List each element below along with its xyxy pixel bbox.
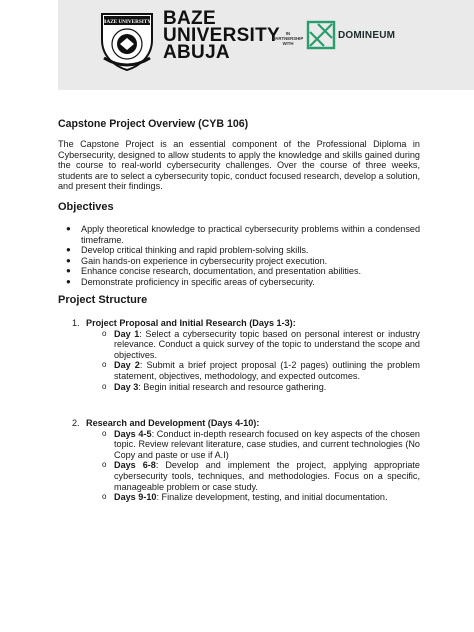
circle-bullet-icon: o <box>102 428 107 438</box>
objective-text: Develop critical thinking and rapid problem-solving skills. <box>81 245 309 256</box>
partner-name: DOMINEUM <box>338 30 396 41</box>
circle-bullet-icon: o <box>102 328 107 338</box>
list-item <box>58 492 420 503</box>
document-title: Capstone Project Overview (CYB 106) <box>58 118 249 130</box>
day-text: : Finalize development, testing, and initial documentation. <box>156 492 388 503</box>
list-item <box>58 277 420 288</box>
partner-line2: PARTNERSHIP <box>272 36 304 41</box>
list-item <box>58 382 420 393</box>
list-item <box>58 256 420 267</box>
objectives-list <box>58 224 420 288</box>
day-label: Day 2 <box>114 360 140 371</box>
phase-number: 1. <box>72 318 80 328</box>
phase-title <box>58 418 420 429</box>
objective-text: Enhance concise research, documentation, and presentation abilities. <box>81 266 362 277</box>
phase-1 <box>58 318 420 392</box>
university-name-line3: ABUJA <box>163 42 230 63</box>
partner-line3: WITH <box>282 41 294 46</box>
objective-text: Apply theoretical knowledge to practical cybersecurity problems within a condensed timeframe. <box>81 224 420 245</box>
bullet-icon: ● <box>66 224 71 233</box>
list-item <box>58 329 420 361</box>
day-text: : Develop and implement the project, applying appropriate cybersecurity tools, techniques, and methodologies. Focus on a specific, manageable problem or case study. <box>114 460 420 492</box>
day-label: Days 4-5 <box>114 428 152 439</box>
phase-title-text: Project Proposal and Initial Research (Days 1-3): <box>86 318 296 328</box>
bullet-icon: ● <box>66 266 71 276</box>
bullet-icon: ● <box>66 276 71 286</box>
university-name-line2: UNIVERSITY <box>163 25 281 46</box>
university-name <box>163 10 280 61</box>
phase-title <box>58 318 420 329</box>
objective-text: Gain hands-on experience in cybersecurity project execution. <box>81 255 328 266</box>
day-text: : Select a cybersecurity topic based on personal interest or industry relevance. Conduct a quick survey of the topic to understand the scope and objectives. <box>114 328 420 360</box>
circle-bullet-icon: o <box>102 492 107 502</box>
bullet-icon: ● <box>66 245 71 255</box>
intro-paragraph: The Capstone Project is an essential component of the Professional Diploma in Cybersecurity, designed to allow students to apply the knowledge and skills gained during the course to real-world cybersecurity challenges. Over the course of three weeks, students are to select a cybersecurity topic, conduct focused research, develop a solution, and present their findings. <box>58 139 420 192</box>
domineum-logo-icon <box>306 20 336 50</box>
svg-text:BAZE UNIVERSITY: BAZE UNIVERSITY <box>103 19 151 25</box>
phase-number: 2. <box>72 418 80 428</box>
circle-bullet-icon: o <box>102 360 107 370</box>
list-item <box>58 429 420 461</box>
phase-2 <box>58 418 420 503</box>
list-item <box>58 360 420 381</box>
document-body <box>58 118 420 503</box>
circle-bullet-icon: o <box>102 460 107 470</box>
day-label: Days 6-8 <box>114 460 156 471</box>
list-item <box>58 460 420 492</box>
university-seal-logo <box>98 10 156 72</box>
day-label: Day 1 <box>114 328 140 339</box>
day-text: : Submit a brief project proposal (1-2 pages) outlining the problem statement, objectives, methodology, and expected outcomes. <box>114 360 420 381</box>
day-text: : Conduct in-depth research focused on key aspects of the chosen topic. Review relevant literature, case studies, and current technologies (No Copy and paste or use if A.I) <box>114 428 420 460</box>
phase-title-text: Research and Development (Days 4-10): <box>86 418 260 428</box>
bullet-icon: ● <box>66 255 71 265</box>
day-text: : Begin initial research and resource gathering. <box>138 381 327 392</box>
university-name-line1: BAZE <box>163 8 216 29</box>
structure-heading: Project Structure <box>58 294 148 306</box>
day-label: Days 9-10 <box>114 492 157 503</box>
partnership-label <box>271 31 305 46</box>
partner-line1: IN <box>285 31 291 36</box>
list-item <box>58 266 420 277</box>
objectives-heading: Objectives <box>58 201 114 213</box>
circle-bullet-icon: o <box>102 381 107 391</box>
day-label: Day 3 <box>114 381 139 392</box>
list-item <box>58 245 420 256</box>
list-item <box>58 224 420 245</box>
objective-text: Demonstrate proficiency in specific areas of cybersecurity. <box>81 276 315 287</box>
